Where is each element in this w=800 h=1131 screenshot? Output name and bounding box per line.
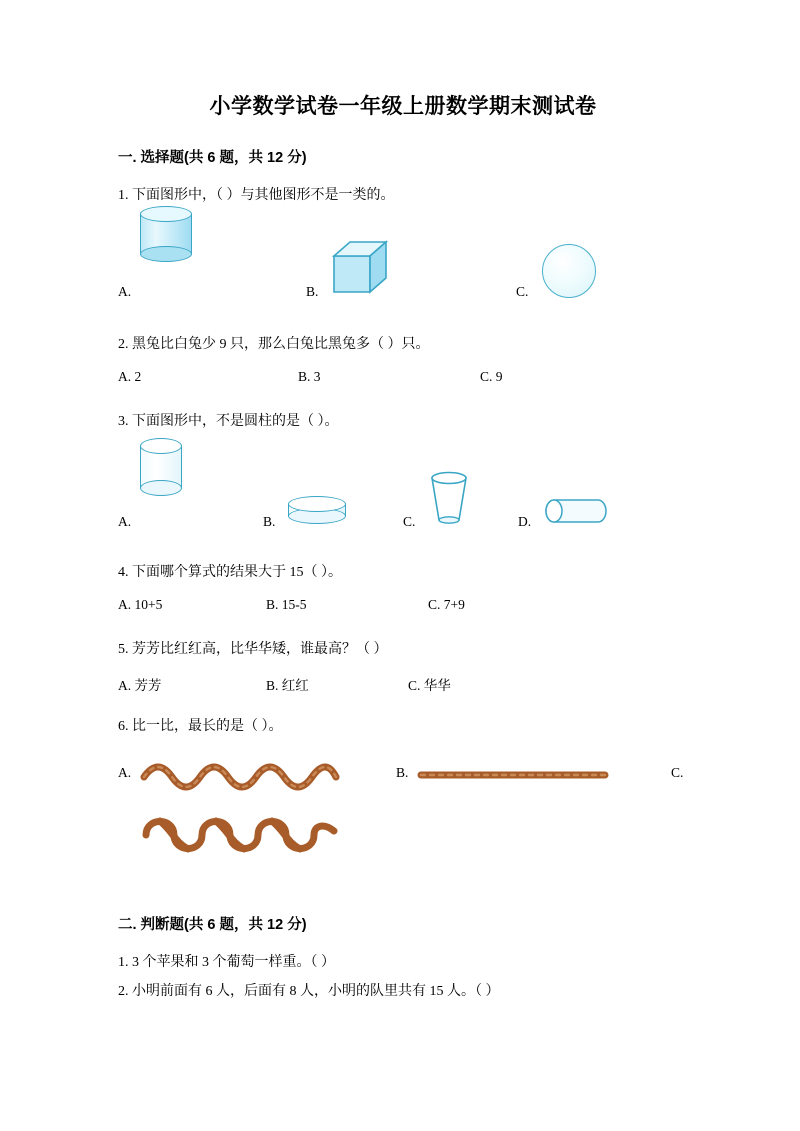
cylinder-top-ellipse xyxy=(288,496,346,512)
option-label-b: B. xyxy=(306,284,319,299)
option-c: C. 华华 xyxy=(408,678,451,693)
option-label-a: A. xyxy=(118,284,132,299)
section-heading-truefalse: 二. 判断题(共 6 题，共 12 分) xyxy=(118,917,307,933)
cylinder-figure xyxy=(140,206,192,262)
question-2-text: 2. 黑兔比白兔少 9 只，那么白兔比黑兔多（ ）只。 xyxy=(118,337,430,352)
question-4-options xyxy=(118,597,688,617)
page-title: 小学数学试卷一年级上册数学期末测试卷 xyxy=(209,95,597,118)
cylinder-bottom-ellipse xyxy=(140,246,192,262)
wavy-rope-figure xyxy=(140,755,338,791)
question-2-options xyxy=(118,369,688,389)
option-b: B. 15-5 xyxy=(266,597,307,612)
option-b: B. 3 xyxy=(298,369,321,384)
option-c: C. 9 xyxy=(480,369,503,384)
cylinder-flat-figure xyxy=(288,496,346,524)
cylinder-tall-figure xyxy=(140,438,182,496)
cylinder-top-ellipse xyxy=(140,206,192,222)
option-label-a: A. xyxy=(118,765,132,780)
question-5-text: 5. 芳芳比红红高，比华华矮，谁最高？（ ） xyxy=(118,642,388,657)
option-label-a: A. xyxy=(118,514,132,529)
cup-figure xyxy=(426,468,472,528)
question-5-options xyxy=(118,674,688,694)
option-label-c: C. xyxy=(403,514,416,529)
knotted-rope-figure xyxy=(140,811,340,859)
option-label-b: B. xyxy=(263,514,276,529)
option-label-c: C. xyxy=(671,765,684,780)
option-label-b: B. xyxy=(396,765,409,780)
option-label-d: D. xyxy=(518,514,532,529)
circle-figure xyxy=(542,244,596,298)
question-4-text: 4. 下面哪个算式的结果大于 15（ ）。 xyxy=(118,565,342,580)
tf-question-1-text: 1. 3 个苹果和 3 个葡萄一样重。（ ） xyxy=(118,955,335,970)
cylinder-bottom-ellipse xyxy=(140,480,182,496)
question-3-text: 3. 下面图形中，不是圆柱的是（ ）。 xyxy=(118,414,339,429)
option-c: C. 7+9 xyxy=(428,597,465,612)
question-6-text: 6. 比一比，最长的是（ ）。 xyxy=(118,719,283,734)
question-1-text: 1. 下面图形中，（ ）与其他图形不是一类的。 xyxy=(118,188,395,203)
option-label-c: C. xyxy=(516,284,529,299)
option-a: A. 10+5 xyxy=(118,597,163,612)
question-1-figures xyxy=(118,220,688,312)
document-body xyxy=(118,90,688,1010)
cylinder-lying-figure xyxy=(542,494,610,528)
option-a: A. 芳芳 xyxy=(118,678,162,693)
option-b: B. 红红 xyxy=(266,678,309,693)
question-3-figures xyxy=(118,450,688,540)
cylinder-top-ellipse xyxy=(140,438,182,454)
cube-figure xyxy=(330,238,392,300)
option-a: A. 2 xyxy=(118,369,142,384)
tf-question-2-text: 2. 小明前面有 6 人，后面有 8 人，小明的队里共有 15 人。（ ） xyxy=(118,984,500,999)
straight-rope-figure xyxy=(418,769,608,781)
section-heading-choice: 一. 选择题(共 6 题，共 12 分) xyxy=(118,150,307,166)
question-6-figures xyxy=(118,755,688,865)
